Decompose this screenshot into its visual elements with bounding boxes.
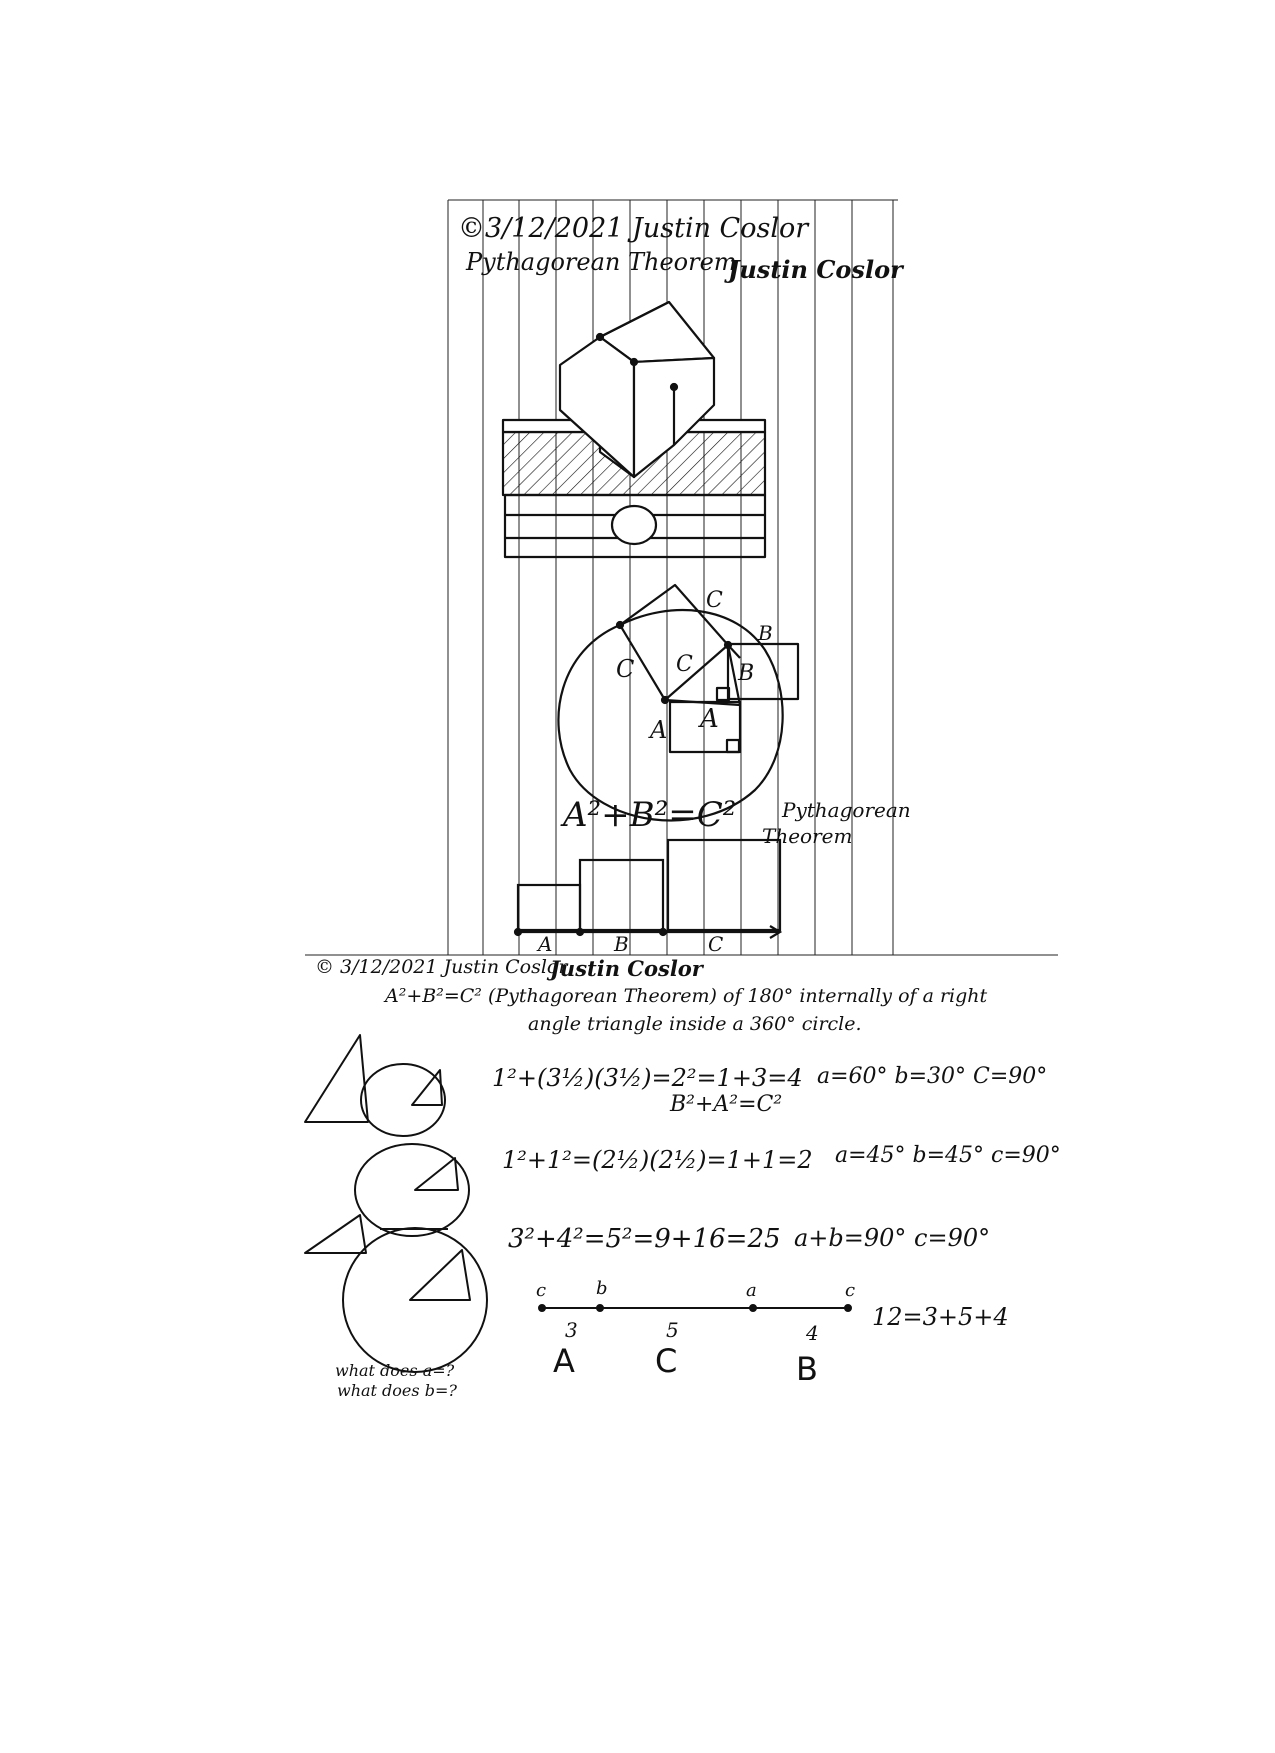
point-b: b (596, 1278, 608, 1299)
segment-letter-a: A (553, 1342, 575, 1380)
top-equation: A²+B²=C² (563, 795, 737, 835)
question-a: what does a=? (335, 1361, 455, 1380)
number-line (539, 1305, 851, 1311)
top-header-line-2: Pythagorean Theorem (466, 248, 737, 276)
row-1-angles: a=60° b=30° C=90° (817, 1064, 1048, 1089)
label-b-right: B (758, 621, 773, 645)
point-c-right: c (845, 1280, 856, 1301)
segment-value-5: 5 (666, 1318, 679, 1342)
row-1-sub: B²+A²=C² (670, 1092, 783, 1117)
label-c-top: C (706, 588, 723, 613)
row-3-angles: a+b=90° c=90° (794, 1224, 991, 1252)
segment-letter-c: C (655, 1342, 678, 1380)
intro-line-1: A²+B²=C² (Pythagorean Theorem) of 180° internally of a right (385, 985, 988, 1007)
top-signature: Justin Coslor (728, 255, 903, 284)
bottom-header: © 3/12/2021 Justin Coslor (315, 956, 568, 978)
label-a-left: A (650, 716, 668, 744)
label-a-inner: A (700, 704, 719, 734)
segment-value-3: 3 (565, 1318, 578, 1342)
bar-label-a: A (538, 932, 553, 956)
row-1-equation: 1²+(3½)(3½)=2²=1+3=4 (492, 1064, 803, 1092)
top-header-line-1: ©3/12/2021 Justin Coslor (458, 213, 809, 244)
ruled-paper-lines (305, 200, 1058, 955)
bar-label-c: C (708, 932, 724, 956)
point-a: a (746, 1280, 757, 1301)
label-b-inner: B (738, 661, 755, 686)
label-c-left: C (616, 655, 635, 683)
segment-value-4: 4 (806, 1321, 819, 1345)
cube-sketch (503, 302, 765, 557)
row-2-angles: a=45° b=45° c=90° (835, 1143, 1061, 1168)
number-line-sum: 12=3+5+4 (872, 1303, 1009, 1331)
lower-circle-sketches (305, 1035, 487, 1372)
intro-line-2: angle triangle inside a 360° circle. (528, 1013, 862, 1035)
row-3-equation: 3²+4²=5²=9+16=25 (508, 1224, 781, 1254)
row-2-equation: 1²+1²=(2½)(2½)=1+1=2 (502, 1146, 813, 1174)
bar-label-b: B (614, 932, 629, 956)
segment-letter-b: B (796, 1350, 818, 1388)
equation-note-2: Theorem (762, 824, 853, 848)
point-c-left: c (536, 1280, 547, 1301)
question-b: what does b=? (337, 1381, 457, 1400)
equation-note-1: Pythagorean (782, 798, 911, 822)
bottom-signature: Justin Coslor (550, 956, 703, 981)
square-bars-sketch (515, 840, 780, 938)
label-c-inner: C (676, 652, 693, 677)
